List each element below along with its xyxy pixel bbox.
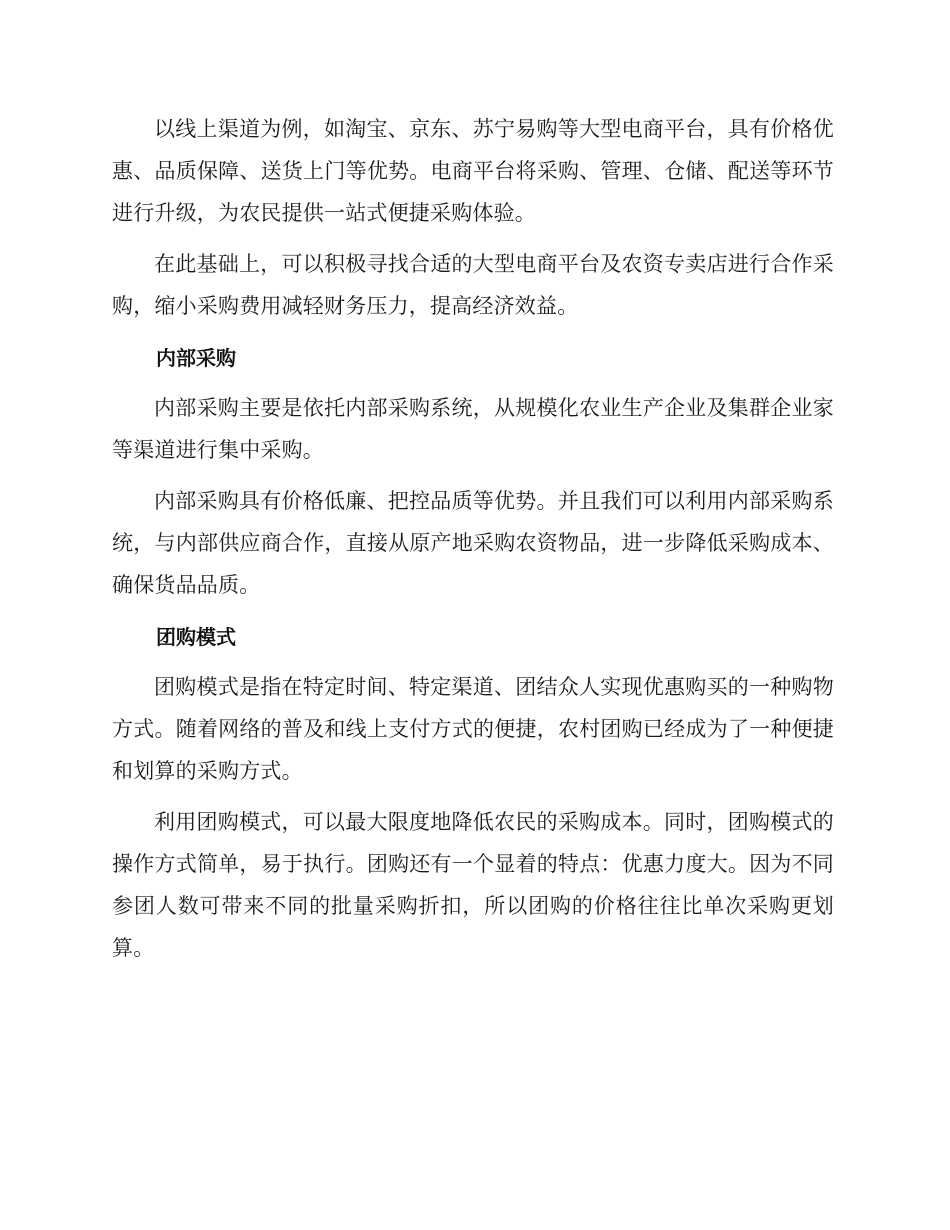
paragraph-internal-advantages: 内部采购具有价格低廉、把控品质等优势。并且我们可以利用内部采购系统，与内部供应商合作，直接从原产地采购农资物品，进一步降低采购成本、确保货品品质。 xyxy=(112,489,834,597)
paragraph-cooperation: 在此基础上，可以积极寻找合适的大型电商平台及农资专卖店进行合作采购，缩小采购费用减轻财务压力，提高经济效益。 xyxy=(112,252,834,318)
heading-group-buying: 团购模式 xyxy=(156,625,236,649)
paragraph-group-advantages: 利用团购模式，可以最大限度地降低农民的采购成本。同时，团购模式的操作方式简单，易于执行。团购还有一个显着的特点：优惠力度大。因为不同参团人数可带来不同的批量采购折扣，所以团购的价格往往比单次采购更划算。 xyxy=(112,810,834,960)
paragraph-online-channels: 以线上渠道为例，如淘宝、京东、苏宁易购等大型电商平台，具有价格优惠、品质保障、送货上门等优势。电商平台将采购、管理、仓储、配送等环节进行升级，为农民提供一站式便捷采购体验。 xyxy=(112,117,834,225)
paragraph-internal-intro: 内部采购主要是依托内部采购系统，从规模化农业生产企业及集群企业家等渠道进行集中采购。 xyxy=(112,396,834,462)
heading-internal-procurement: 内部采购 xyxy=(156,346,236,370)
paragraph-group-intro: 团购模式是指在特定时间、特定渠道、团结众人实现优惠购买的一种购物方式。随着网络的普及和线上支付方式的便捷，农村团购已经成为了一种便捷和划算的采购方式。 xyxy=(112,675,834,783)
document-body xyxy=(112,108,834,978)
